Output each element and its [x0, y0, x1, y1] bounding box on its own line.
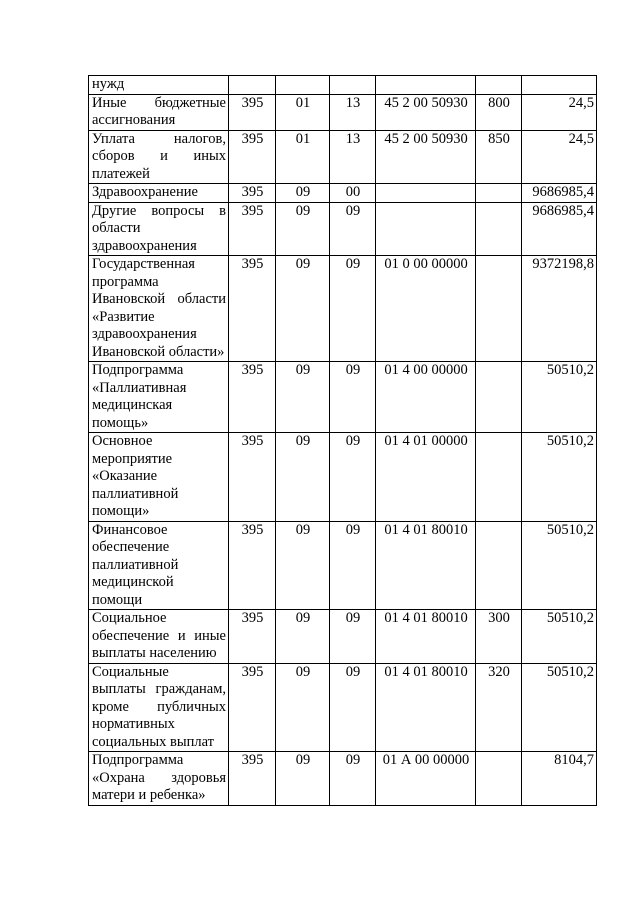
table-row — [89, 752, 597, 806]
expense-type-cell — [476, 433, 522, 522]
expense-type-cell — [476, 752, 522, 806]
row-name-cell: Подпрограмма «Паллиативная медицинская помощь» — [89, 362, 229, 433]
table-body — [89, 76, 597, 806]
target-article-cell: 01 4 01 80010 — [376, 663, 476, 752]
target-article-cell: 45 2 00 50930 — [376, 94, 476, 130]
section-code-cell: 09 — [276, 663, 330, 752]
section-code-cell: 01 — [276, 130, 330, 184]
section-code-cell: 09 — [276, 433, 330, 522]
amount-cell: 50510,2 — [522, 362, 597, 433]
table-row — [89, 610, 597, 664]
row-name-cell: Здравоохранение — [89, 184, 229, 203]
expense-type-cell: 850 — [476, 130, 522, 184]
row-name-cell: Социальные выплаты гражданам, кроме публичных нормативных социальных выплат — [89, 663, 229, 752]
table-row — [89, 202, 597, 256]
admin-code-cell: 395 — [229, 362, 276, 433]
admin-code-cell — [229, 76, 276, 95]
expense-type-cell: 320 — [476, 663, 522, 752]
admin-code-cell: 395 — [229, 94, 276, 130]
amount-cell: 50510,2 — [522, 610, 597, 664]
budget-table — [88, 75, 597, 806]
section-code-cell: 09 — [276, 610, 330, 664]
target-article-cell: 45 2 00 50930 — [376, 130, 476, 184]
subsection-code-cell: 13 — [330, 130, 376, 184]
subsection-code-cell: 09 — [330, 202, 376, 256]
table-row — [89, 521, 597, 610]
table-row — [89, 362, 597, 433]
target-article-cell — [376, 202, 476, 256]
amount-cell: 50510,2 — [522, 433, 597, 522]
subsection-code-cell: 13 — [330, 94, 376, 130]
admin-code-cell: 395 — [229, 433, 276, 522]
table-row — [89, 663, 597, 752]
row-name-cell: Основное мероприятие «Оказание паллиативной помощи» — [89, 433, 229, 522]
row-name-cell: Государственная программа Ивановской области «Развитие здравоохранения Ивановской области» — [89, 256, 229, 362]
subsection-code-cell: 09 — [330, 610, 376, 664]
table-row — [89, 130, 597, 184]
target-article-cell — [376, 184, 476, 203]
subsection-code-cell — [330, 76, 376, 95]
amount-cell — [522, 76, 597, 95]
expense-type-cell — [476, 184, 522, 203]
amount-cell: 9686985,4 — [522, 202, 597, 256]
section-code-cell: 09 — [276, 184, 330, 203]
section-code-cell: 01 — [276, 94, 330, 130]
section-code-cell: 09 — [276, 521, 330, 610]
admin-code-cell: 395 — [229, 130, 276, 184]
expense-type-cell — [476, 76, 522, 95]
admin-code-cell: 395 — [229, 202, 276, 256]
admin-code-cell: 395 — [229, 610, 276, 664]
row-name-cell: Другие вопросы в области здравоохранения — [89, 202, 229, 256]
subsection-code-cell: 09 — [330, 752, 376, 806]
row-name-cell: нужд — [89, 76, 229, 95]
row-name-cell: Финансовое обеспечение паллиативной медицинской помощи — [89, 521, 229, 610]
target-article-cell: 01 0 00 00000 — [376, 256, 476, 362]
admin-code-cell: 395 — [229, 752, 276, 806]
table-row — [89, 184, 597, 203]
amount-cell: 50510,2 — [522, 663, 597, 752]
table-row — [89, 76, 597, 95]
amount-cell: 9372198,8 — [522, 256, 597, 362]
admin-code-cell: 395 — [229, 184, 276, 203]
section-code-cell: 09 — [276, 202, 330, 256]
expense-type-cell — [476, 362, 522, 433]
target-article-cell: 01 4 01 80010 — [376, 521, 476, 610]
expense-type-cell — [476, 202, 522, 256]
admin-code-cell: 395 — [229, 521, 276, 610]
subsection-code-cell: 09 — [330, 256, 376, 362]
amount-cell: 8104,7 — [522, 752, 597, 806]
target-article-cell: 01 4 01 00000 — [376, 433, 476, 522]
row-name-cell: Подпрограмма «Охрана здоровья матери и ребенка» — [89, 752, 229, 806]
table-row — [89, 94, 597, 130]
section-code-cell: 09 — [276, 362, 330, 433]
subsection-code-cell: 09 — [330, 433, 376, 522]
target-article-cell: 01 А 00 00000 — [376, 752, 476, 806]
row-name-cell: Иные бюджетные ассигнования — [89, 94, 229, 130]
target-article-cell: 01 4 00 00000 — [376, 362, 476, 433]
expense-type-cell: 800 — [476, 94, 522, 130]
amount-cell: 24,5 — [522, 94, 597, 130]
section-code-cell: 09 — [276, 752, 330, 806]
subsection-code-cell: 00 — [330, 184, 376, 203]
admin-code-cell: 395 — [229, 256, 276, 362]
table-row — [89, 433, 597, 522]
row-name-cell: Уплата налогов, сборов и иных платежей — [89, 130, 229, 184]
target-article-cell — [376, 76, 476, 95]
row-name-cell: Социальное обеспечение и иные выплаты населению — [89, 610, 229, 664]
section-code-cell — [276, 76, 330, 95]
subsection-code-cell: 09 — [330, 521, 376, 610]
subsection-code-cell: 09 — [330, 663, 376, 752]
target-article-cell: 01 4 01 80010 — [376, 610, 476, 664]
expense-type-cell — [476, 521, 522, 610]
expense-type-cell — [476, 256, 522, 362]
subsection-code-cell: 09 — [330, 362, 376, 433]
expense-type-cell: 300 — [476, 610, 522, 664]
table-row — [89, 256, 597, 362]
admin-code-cell: 395 — [229, 663, 276, 752]
amount-cell: 9686985,4 — [522, 184, 597, 203]
amount-cell: 24,5 — [522, 130, 597, 184]
amount-cell: 50510,2 — [522, 521, 597, 610]
section-code-cell: 09 — [276, 256, 330, 362]
